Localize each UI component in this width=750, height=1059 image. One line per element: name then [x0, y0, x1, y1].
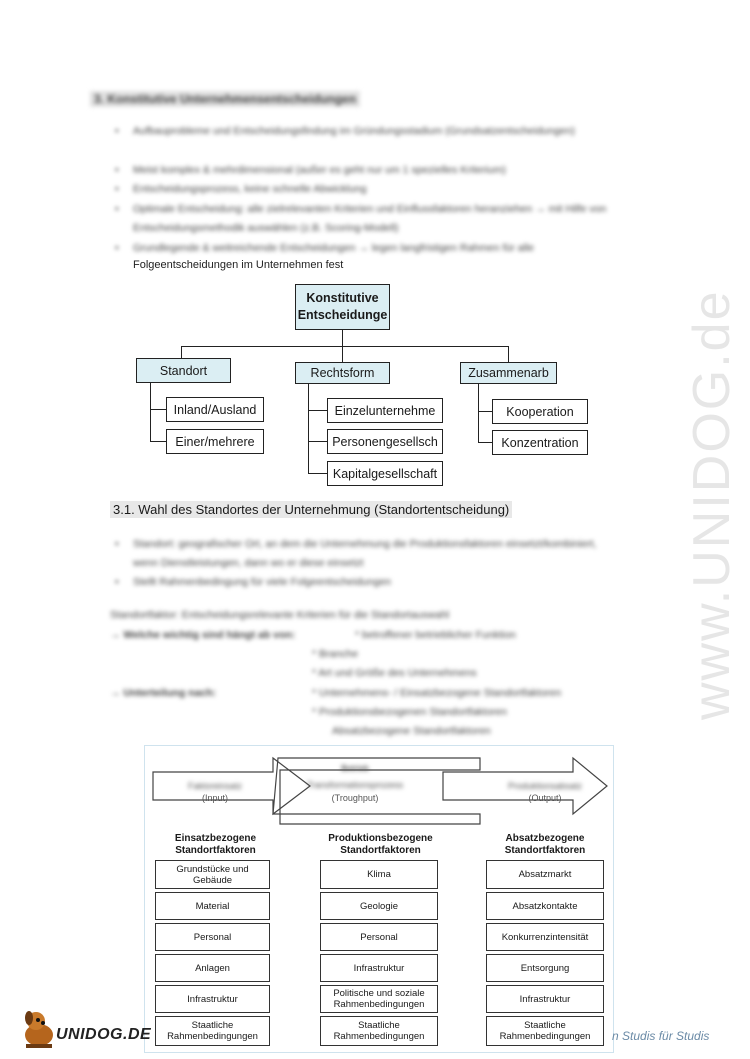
column-header: Einsatzbezogene Standortfaktoren: [174, 833, 257, 856]
watermark: www.UNIDOG.de: [683, 289, 741, 720]
bullet-item: • Entscheidungsprozess, keine schnelle Abwicklung: [115, 183, 367, 195]
split-item: * Produktionsbezogenen Standortfaktoren: [312, 706, 507, 718]
section-title: 3.1. Wahl des Standortes der Unternehmung (Standortentscheidung): [110, 501, 512, 518]
factor-box: Personal: [320, 923, 438, 951]
factor-box: Absatzmarkt: [486, 860, 604, 889]
flow-middle: (Troughput): [331, 793, 379, 803]
dog-logo-icon: [20, 1008, 58, 1050]
factor-box: Staatliche Rahmenbedingungen: [486, 1016, 604, 1046]
split-item: * Unternehmens- / Einsatzbezogene Standortfaktoren: [312, 687, 562, 699]
flow-output-top: Produktionsabsatz: [507, 781, 583, 791]
flow-output: (Output): [528, 793, 562, 803]
tree-leaf: Personengesellsch: [327, 429, 443, 454]
factor-definition: Standortfaktor: Entscheidungsrelevante Kriterien für die Standortauswahl: [110, 609, 450, 621]
factor-box: Staatliche Rahmenbedingungen: [320, 1016, 438, 1046]
factor-box: Infrastruktur: [486, 985, 604, 1013]
tree-leaf: Kapitalgesellschaft: [327, 461, 443, 486]
tree-node-zusammenarb: Zusammenarb: [460, 362, 557, 384]
section-heading: 3. Konstitutive Unternehmensentscheidungen: [90, 91, 360, 107]
factor-box: Personal: [155, 923, 270, 951]
important-item: * betroffener betrieblicher Funktion: [355, 629, 516, 641]
flow-middle-top: Betrieb: [341, 764, 369, 773]
split-label: → Unterteilung nach:: [110, 687, 217, 699]
bullet-item: • Stellt Rahmenbedingung für viele Folgeentscheidungen: [115, 576, 392, 588]
factor-box: Absatzkontakte: [486, 892, 604, 920]
column-header: Produktionsbezogene Standortfaktoren: [328, 833, 433, 856]
column-header: Absatzbezogene Standortfaktoren: [504, 833, 586, 856]
tree-root-node: Konstitutive Entscheidunge: [295, 284, 390, 330]
important-item: * Branche: [312, 648, 359, 660]
factor-box: Material: [155, 892, 270, 920]
factor-box: Anlagen: [155, 954, 270, 982]
factor-box: Konkurrenzintensität: [486, 923, 604, 951]
footer-tagline: n Studis für Studis: [612, 1029, 710, 1043]
tree-node-rechtsform: Rechtsform: [295, 362, 390, 384]
tree-leaf: Einzelunternehme: [327, 398, 443, 423]
logo-text: UNIDOG.DE: [56, 1026, 152, 1043]
unidog-logo[interactable]: [20, 1008, 150, 1052]
factor-box: Infrastruktur: [155, 985, 270, 1013]
factor-box: Entsorgung: [486, 954, 604, 982]
factor-box: Grundstücke und Gebäude: [155, 860, 270, 889]
flow-input: (Input): [201, 793, 228, 803]
factor-box: Geologie: [320, 892, 438, 920]
bullet-item: • Meist komplex & mehrdimensional (außer es geht nur um 1 spezielles Kriterium): [115, 164, 506, 176]
bullet-tail: Folgeentscheidungen im Unternehmen fest: [133, 259, 344, 271]
split-item: Absatzbezogene Standortfaktoren: [332, 725, 491, 737]
factor-box: Infrastruktur: [320, 954, 438, 982]
tree-leaf: Kooperation: [492, 399, 588, 424]
factor-box: Klima: [320, 860, 438, 889]
tree-leaf: Einer/mehrere: [166, 429, 264, 454]
factor-box: Politische und soziale Rahmenbedingungen: [320, 985, 438, 1013]
tree-node-standort: Standort: [136, 358, 231, 383]
flow-middle-sub: Transformationsprozess: [306, 780, 404, 790]
bullet-item: • Standort: geografischer Ort, an dem die Unternehmung die Produktionsfaktoren einsetzt/kombiniert, wenn Dienstleistungen, dann wo er diese einsetzt: [115, 538, 597, 569]
important-item: * Art und Größe des Unternehmens: [312, 667, 477, 679]
bullet-item: • Grundlegende & weitreichende Entscheidungen → legen langfristigen Rahmen für alle: [115, 242, 535, 254]
important-label: → Welche wichtig sind hängt ab von:: [110, 629, 296, 641]
bullet-item: • Aufbauprobleme und Entscheidungsfindung im Gründungsstadium (Grundsatzentscheidungen): [115, 125, 575, 137]
factor-box: Staatliche Rahmenbedingungen: [155, 1016, 270, 1046]
bullet-item: • Optimale Entscheidung: alle zielrelevanten Kriterien und Einflussfaktoren heranziehen → mit Hilfe von Entscheidungsmethodik auswählen (z.B. Scoring-Modell): [115, 203, 607, 234]
tree-leaf: Inland/Ausland: [166, 397, 264, 422]
tree-leaf: Konzentration: [492, 430, 588, 455]
flow-input-top: Faktoreinsatz: [187, 781, 243, 791]
